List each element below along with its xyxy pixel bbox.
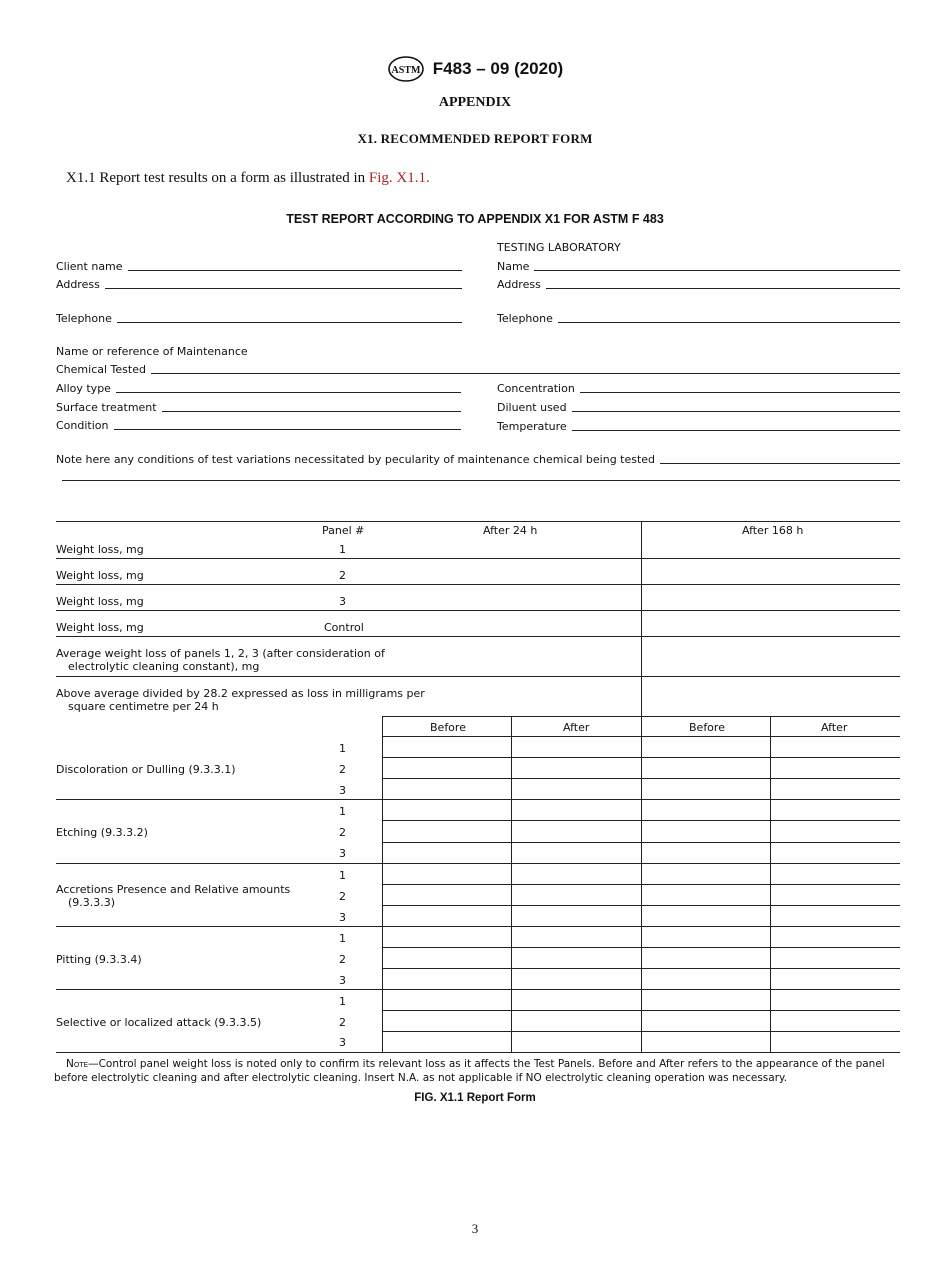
avg-label-line1: Average weight loss of panels 1, 2, 3 (after consideration of — [56, 647, 385, 660]
panel-number: 2 — [339, 1016, 346, 1029]
appendix-title: APPENDIX — [438, 95, 512, 110]
figure-link[interactable]: Fig. X1.1. — [368, 170, 430, 186]
group-label: Selective or localized attack (9.3.3.5) — [56, 1016, 262, 1029]
document-header — [0, 56, 950, 82]
alloy-type-field[interactable]: Alloy type — [56, 382, 461, 395]
panel-number: 2 — [339, 763, 346, 776]
lab-telephone-field[interactable]: Telephone — [497, 312, 900, 325]
table-note — [54, 1057, 904, 1085]
panel-number: 1 — [339, 995, 346, 1008]
note-text: —Control panel weight loss is noted only to confirm its relevant loss as it affects the Test Panels. Before and After refers to the appearance of the panel before electrolytic cleaning and after electrolytic cleaning. Insert N.A. as not applicable if NO electrolytic cleaning operation was necessary. — [54, 1058, 885, 1084]
section-title: X1. RECOMMENDED REPORT FORM — [357, 131, 593, 146]
after-24h-header: After 24 h — [483, 524, 538, 537]
paragraph-text: X1.1 Report test results on a form as illustrated in — [66, 170, 366, 186]
group-label: Accretions Presence and Relative amounts — [56, 883, 291, 896]
note-conditions-field[interactable]: Note here any conditions of test variations necessitated by pecularity of maintenance chemical being tested — [56, 453, 900, 466]
before-24h-header: Before — [430, 721, 466, 734]
form-title: TEST REPORT ACCORDING TO APPENDIX X1 FOR ASTM F 483 — [286, 212, 664, 226]
panel-number: 3 — [339, 974, 346, 987]
panel-number: 2 — [339, 953, 346, 966]
note-conditions-extra-line[interactable] — [62, 480, 900, 481]
panel-number: 3 — [339, 784, 346, 797]
row-panel: 1 — [339, 543, 346, 556]
svg-text:ASTM: ASTM — [391, 65, 421, 76]
div-label-line1: Above average divided by 28.2 expressed as loss in milligrams per — [56, 687, 425, 700]
panel-number: 1 — [339, 742, 346, 755]
client-name-field[interactable]: Client name — [56, 260, 462, 273]
row-panel: 3 — [339, 595, 346, 608]
group-label-line2: (9.3.3.3) — [68, 896, 116, 909]
panel-header: Panel # — [322, 524, 365, 537]
client-telephone-field[interactable]: Telephone — [56, 312, 462, 325]
group-label: Pitting (9.3.3.4) — [56, 953, 142, 966]
note-label: Note — [66, 1058, 89, 1070]
page-number: 3 — [471, 1221, 479, 1236]
panel-number: 2 — [339, 826, 346, 839]
row-panel: 2 — [339, 569, 346, 582]
designation: F483 – 09 (2020) — [432, 59, 564, 78]
lab-address-field[interactable]: Address — [497, 278, 900, 291]
after-168h-header: After 168 h — [742, 524, 804, 537]
panel-number: 3 — [339, 911, 346, 924]
testing-lab-heading: TESTING LABORATORY — [497, 241, 621, 254]
before-168h-header: Before — [689, 721, 725, 734]
avg-label-line2: electrolytic cleaning constant), mg — [68, 660, 260, 673]
chemical-tested-field[interactable]: Chemical Tested — [56, 363, 900, 376]
group-label: Etching (9.3.3.2) — [56, 826, 148, 839]
condition-field[interactable]: Condition — [56, 419, 461, 432]
after-24h-subheader: After — [563, 721, 590, 734]
maintenance-ref-label: Name or reference of Maintenance — [56, 345, 248, 358]
lab-name-field[interactable]: Name — [497, 260, 900, 273]
row-label: Weight loss, mg — [56, 621, 144, 634]
div-label-line2: square centimetre per 24 h — [68, 700, 219, 713]
panel-number: 2 — [339, 890, 346, 903]
panel-number: 1 — [339, 932, 346, 945]
panel-number: 1 — [339, 869, 346, 882]
panel-number: 1 — [339, 805, 346, 818]
diluent-used-field[interactable]: Diluent used — [497, 401, 900, 414]
after-168h-subheader: After — [821, 721, 848, 734]
concentration-field[interactable]: Concentration — [497, 382, 900, 395]
group-label: Discoloration or Dulling (9.3.3.1) — [56, 763, 236, 776]
row-label: Weight loss, mg — [56, 543, 144, 556]
panel-number: 3 — [339, 1036, 346, 1049]
temperature-field[interactable]: Temperature — [497, 420, 900, 433]
figure-caption: FIG. X1.1 Report Form — [414, 1092, 536, 1104]
row-label: Weight loss, mg — [56, 595, 144, 608]
row-label: Weight loss, mg — [56, 569, 144, 582]
row-panel: Control — [324, 621, 364, 634]
astm-logo-icon — [387, 56, 425, 82]
surface-treatment-field[interactable]: Surface treatment — [56, 401, 461, 414]
client-address-field[interactable]: Address — [56, 278, 462, 291]
paragraph-x1-1 — [66, 170, 430, 187]
panel-number: 3 — [339, 847, 346, 860]
